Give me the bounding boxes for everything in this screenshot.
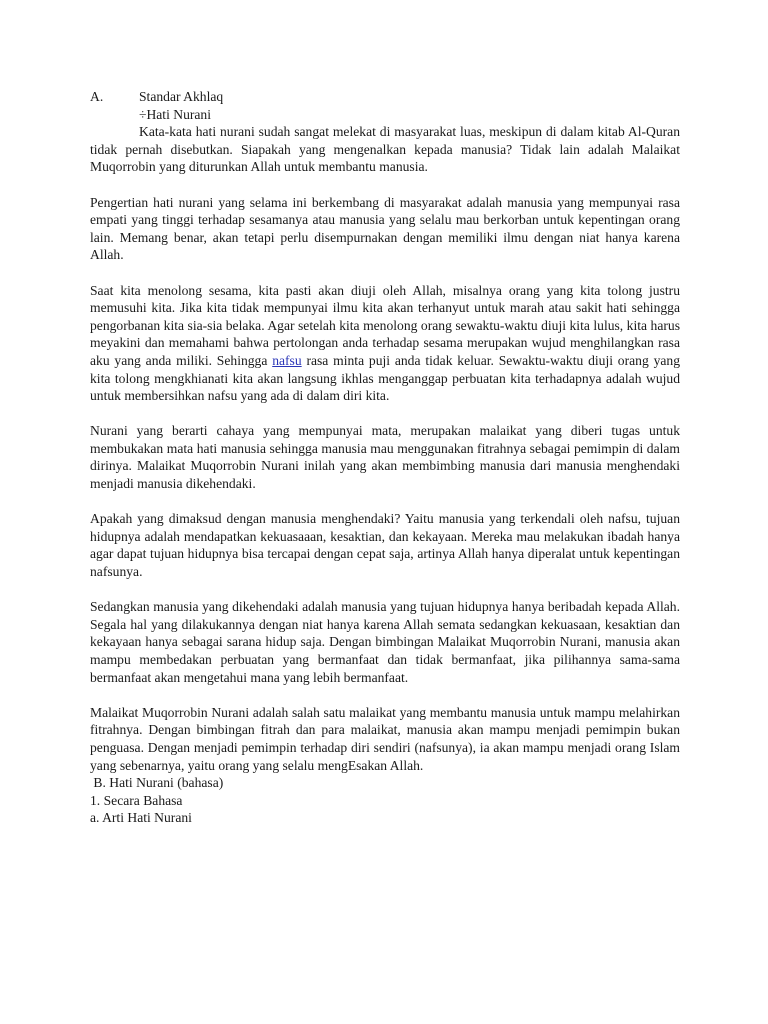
paragraph-2: Pengertian hati nurani yang selama ini berkembang di masyarakat adalah manusia yang mempunyai rasa empati yang tinggi terhadap sesamanya atau manusia yang selalu mau berkorban untuk kepentingan orang lain. Memang benar, akan tetapi perlu disempurnakan dengan memiliki ilmu dengan niat hanya karena Allah. bbox=[90, 194, 680, 263]
paragraph-6: Sedangkan manusia yang dikehendaki adalah manusia yang tujuan hidupnya hanya beribadah kepada Allah. Segala hal yang dilakukannya dengan niat hanya karena Allah semata sedangkan kekuasaan, kesaktian dan kekayaan hanya sebagai sarana hidup saja. Dengan bimbingan Malaikat Muqorrobin Nurani, manusia akan mampu membedakan perbuatan yang bermanfaat dan tidak bermanfaat, jika pilihannya sama-sama bermanfaat akan mengetahui mana yang lebih bermanfaat. bbox=[90, 599, 680, 685]
paragraph-1: Kata-kata hati nurani sudah sangat melekat di masyarakat luas, meskipun di dalam kitab Al-Quran tidak pernah disebutkan. Siapakah yang mengenalkan kepada manusia? Tidak lain adalah Malaikat Muqorrobin yang diturunkan Allah untuk membantu manusia. bbox=[90, 124, 680, 175]
nafsu-link[interactable]: nafsu bbox=[272, 352, 302, 368]
subheading: ÷Hati Nurani bbox=[139, 106, 212, 122]
paragraph-4: Nurani yang berarti cahaya yang mempunyai mata, merupakan malaikat yang diberi tugas untuk membukakan mata hati manusia sehingga manusia mau menggunakan fitrahnya sebagai pemimpin di dalam dirinya. Malaikat Muqorrobin Nurani inilah yang akan membimbing manusia dari manusia menghendaki menjadi manusia dikehendaki. bbox=[90, 423, 680, 492]
heading-a bbox=[90, 88, 680, 106]
heading-b: B. Hati Nurani (bahasa) bbox=[90, 775, 224, 791]
section-1-title: 1. Secara Bahasa bbox=[90, 792, 183, 808]
paragraph-3-text-after: rasa minta puji anda tidak keluar. Sewaktu-waktu diuji orang yang kita tolong mengkhianati kita akan langsung ikhlas menganggap perbuatan kita terhadapnya adalah wujud untuk membersihkan nafsu yang ada di dalam diri kita. bbox=[90, 352, 680, 404]
paragraph-7: Malaikat Muqorrobin Nurani adalah salah satu malaikat yang membantu manusia untuk mampu melahirkan fitrahnya. Dengan bimbingan fitrah dan para malaikat, manusia akan mampu menjadi pemimpin bukan penguasa. Dengan menjadi pemimpin terhadap diri sendiri (nafsunya), ia akan mampu menjadi orang Islam yang sebenarnya, yaitu orang yang selalu mengEsakan Allah. bbox=[90, 704, 680, 773]
paragraph-3 bbox=[90, 282, 680, 405]
paragraph-5: Apakah yang dimaksud dengan manusia menghendaki? Yaitu manusia yang terkendali oleh nafsu, tujuan hidupnya adalah mendapatkan kekuasaaan, kesaktian, dan kekayaan. Mereka mau melakukan ibadah hanya agar dapat tujuan hidupnya bisa tercapai dengan cepat saja, artinya Allah hanya diperalat untuk kepentingan nafsunya. bbox=[90, 511, 680, 580]
item-a-title: a. Arti Hati Nurani bbox=[90, 810, 192, 826]
heading-a-title: Standar Akhlaq bbox=[139, 89, 224, 104]
heading-a-number: A. bbox=[90, 89, 104, 104]
paragraph-3-text-before: Saat kita menolong sesama, kita pasti akan diuji oleh Allah, misalnya orang yang kita tolong justru memusuhi kita. Jika kita tidak mempunyai ilmu kita akan terhanyut untuk marah atau sakit hati sehingga pengorbanan kita sia-sia belaka. Agar setelah kita menolong orang sewaktu-waktu diuji kita lulus, kita harus meyakini dan memahami bahwa pertolongan anda terhadap sesama merupakan wujud menghilangkan rasa aku yang anda miliki. Sehingga bbox=[90, 282, 680, 368]
document-page bbox=[90, 88, 680, 827]
